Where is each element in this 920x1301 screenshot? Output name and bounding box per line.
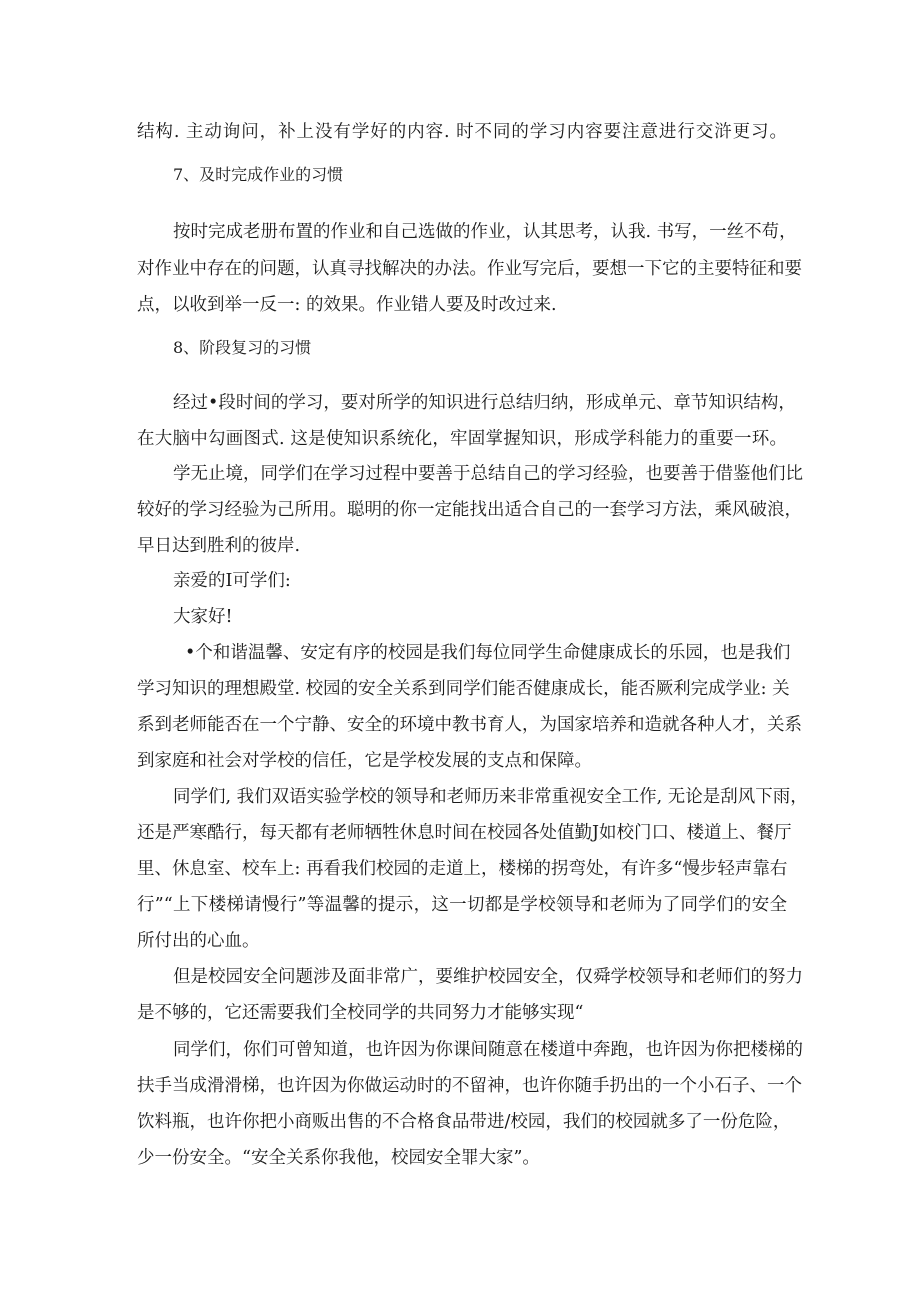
text-line: 同学们，你们可曾知道，也许因为你课间随意在楼道中奔跑，也许因为你把楼梯的 [173,1040,803,1060]
text-line: 里、休息室、校车上: 再看我们校园的走道上，楼梯的拐弯处，有许多“慢步轻声靠右 [137,859,788,879]
text-line: 系到老师能否在一个宁静、安全的环境中教书育人，为国家培养和造就各种人才，关系 [137,715,802,735]
text-line: 是不够的，它还需要我们全校同学的共同努力才能够实现“ [137,1003,584,1023]
text-line: 所付出的心血。 [137,931,260,951]
text-line: 按时完成老册布置的作业和自己选做的作业，认其思考，认我. 书写，一丝不苟， [173,222,797,242]
text-line: 结构. 主动询问，补上没有学好的内容. 时不同的学习内容要注意进行交浒更习。 [137,122,787,142]
text-line: 点，以收到举一反一: 的效果。作业错人要及时改过来. [137,295,557,315]
section-heading: 7、及时完成作业的习惯 [173,165,344,184]
text-line: 扶手当成滑滑梯，也许因为你做运动时的不留神，也许你随手扔出的一个小石子、一个 [137,1076,802,1096]
text-line: 同学们, 我们双语实验学校的领导和老师历来非常重视安全工作, 无论是刮风下雨， [173,787,808,807]
section-heading: 8、阶段复习的习惯 [173,338,312,357]
text-line: 饮料瓶，也许你把小商贩出售的不合格食品带进/校园，我们的校园就多了一份危险， [137,1112,791,1132]
text-line: •个和谐温馨、安定有序的校园是我们每位同学生命健康成长的乐园，也是我们 [185,643,791,663]
text-line: 在大脑中勾画图式. 这是使知识系统化，牢固掌握知识，形成学科能力的重要一环。 [137,429,787,449]
text-line: 但是校园安全问题涉及面非常广，要维护校园安全，仅舜学校领导和老师们的努力 [173,967,803,987]
text-line: 较好的学习经验为己所用。聪明的你一定能找出适合自己的一套学习方法，乘风破浪， [137,500,802,520]
text-line: 行”“上下楼梯请慢行”等温馨的提示，这一切都是学校领导和老师为了同学们的安全 [137,895,787,915]
text-line: 学习知识的理想殿堂. 校园的安全关系到同学们能否健康成长，能否厥利完成学业: 关 [137,679,790,699]
text-line: 经过•段时间的学习，要对所学的知识进行总结归纳，形成单元、章节知识结构， [173,393,796,413]
text-line: 还是严寒酷行，每天都有老师牺牲休息时间在校园各处值勤J如校门口、楼道上、餐厅 [137,823,792,843]
text-line: 到家庭和社会对学校的信任，它是学校发展的支点和保障。 [137,751,592,771]
text-line: 少一份安全。“安全关系你我他，校园安全罪大家”。 [137,1148,540,1168]
text-line: 对作业中存在的问题，认真寻找解决的办法。作业写完后，要想一下它的主要特征和要 [137,259,802,279]
text-line: 学无止境，同学们在学习过程中要善于总结自己的学习经验，也要善于借鉴他们比 [173,464,803,484]
text-line: 早日达到胜利的彼岸. [137,536,301,556]
salutation: 亲爱的I可学们: [173,571,291,591]
greeting: 大家好! [173,607,233,627]
